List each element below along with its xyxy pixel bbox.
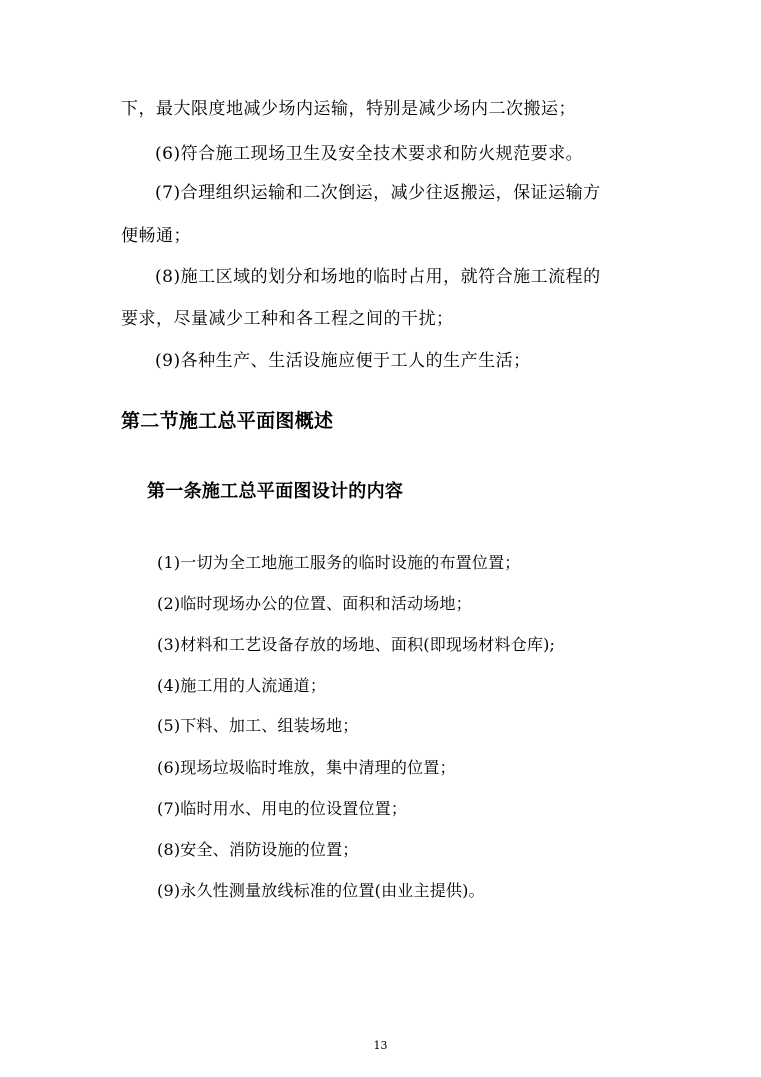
content-item-5: (5)下料、加工、组装场地；: [157, 716, 359, 735]
body-line-7: (9)各种生产、生活设施应便于工人的生产生活；: [155, 351, 531, 371]
content-item-7: (7)临时用水、用电的位设置位置；: [157, 799, 408, 818]
body-line-4: 便畅通；: [121, 226, 191, 246]
content-item-3: (3)材料和工艺设备存放的场地、面积(即现场材料仓库);: [157, 635, 556, 654]
content-item-6: (6)现场垃圾临时堆放，集中清理的位置；: [157, 758, 456, 777]
body-line-2: (6)符合施工现场卫生及安全技术要求和防火规范要求。: [155, 144, 584, 164]
body-line-5: (8)施工区域的划分和场地的临时占用，就符合施工流程的: [155, 267, 601, 287]
content-item-2: (2)临时现场办公的位置、面积和活动场地；: [157, 594, 472, 613]
page-number: 13: [373, 1039, 388, 1052]
section-heading: 第二节施工总平面图概述: [121, 410, 334, 432]
body-line-3: (7)合理组织运输和二次倒运，减少往返搬运，保证运输方: [155, 183, 601, 203]
article-heading: 第一条施工总平面图设计的内容: [147, 481, 404, 502]
content-item-8: (8)安全、消防设施的位置；: [157, 840, 359, 859]
body-line-6: 要求，尽量减少工种和各工程之间的干扰；: [121, 309, 454, 329]
content-item-9: (9)永久性测量放线标准的位置(由业主提供)。: [157, 881, 485, 900]
content-item-1: (1)一切为全工地施工服务的临时设施的布置位置；: [157, 553, 521, 572]
content-item-4: (4)施工用的人流通道；: [157, 676, 327, 695]
body-line-1: 下，最大限度地减少场内运输，特别是减少场内二次搬运；: [121, 99, 576, 119]
